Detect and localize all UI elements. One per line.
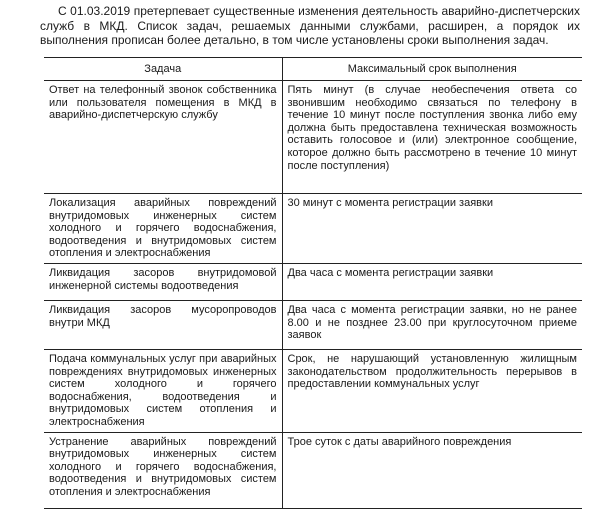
- table-row: [44, 349, 582, 432]
- deadline-cell: 30 минут с момента регистрации заявки: [282, 194, 582, 264]
- table-row: [44, 300, 582, 349]
- intro-paragraph: С 01.03.2019 претерпевает существенные изменения деятельность аварийно-диспетчерских служб в МКД. Список задач, решаемых данными службами, расширен, а порядок их выполнения прописан более детально, в том числе установлены сроки выполнения задач.: [40, 4, 580, 47]
- deadline-cell: Два часа с момента регистрации заявки: [282, 263, 582, 300]
- table-row: [44, 81, 582, 194]
- deadline-cell: Два часа с момента регистрации заявки, но не ранее 8.00 и не позднее 23.00 при круглосуточном приеме заявок: [282, 300, 582, 349]
- header-deadline: Максимальный срок выполнения: [282, 58, 582, 81]
- deadline-cell: Пять минут (в случае необеспечения ответа со звонившим необходимо связаться по телефону в течение 10 минут после поступления звонка либо ему должна быть предоставлена техническая возможность оставить голосовое и (или) электронное сообщение, которое должно быть рассмотрено в течение 10 минут после поступления): [282, 81, 582, 194]
- table-row: [44, 194, 582, 264]
- task-cell: Ликвидация засоров мусоропроводов внутри МКД: [44, 300, 282, 349]
- deadline-cell: Трое суток с даты аварийного повреждения: [282, 432, 582, 508]
- task-cell: Устранение аварийных повреждений внутридомовых инженерных систем холодного и горячего водоснабжения, водоотведения и внутридомовых систем отопления и электроснабжения: [44, 432, 282, 508]
- table-header-row: [44, 58, 582, 81]
- task-cell: Ответ на телефонный звонок собственника или пользователя помещения в МКД в аварийно-диспетчерскую службу: [44, 81, 282, 194]
- deadlines-table: [44, 57, 582, 509]
- table-row: [44, 432, 582, 508]
- header-task: Задача: [44, 58, 282, 81]
- table-row: [44, 263, 582, 300]
- task-cell: Локализация аварийных повреждений внутридомовых инженерных систем холодного и горячего водоснабжения, водоотведения и внутридомовых систем отопления и электроснабжения: [44, 194, 282, 264]
- deadline-cell: Срок, не нарушающий установленную жилищным законодательством продолжительность перерывов в предоставлении коммунальных услуг: [282, 349, 582, 432]
- task-cell: Подача коммунальных услуг при аварийных повреждениях внутридомовых инженерных систем холодного и горячего водоснабжения, водоотведения и внутридомовых систем отопления и электроснабжения: [44, 349, 282, 432]
- task-cell: Ликвидация засоров внутридомовой инженерной системы водоотведения: [44, 263, 282, 300]
